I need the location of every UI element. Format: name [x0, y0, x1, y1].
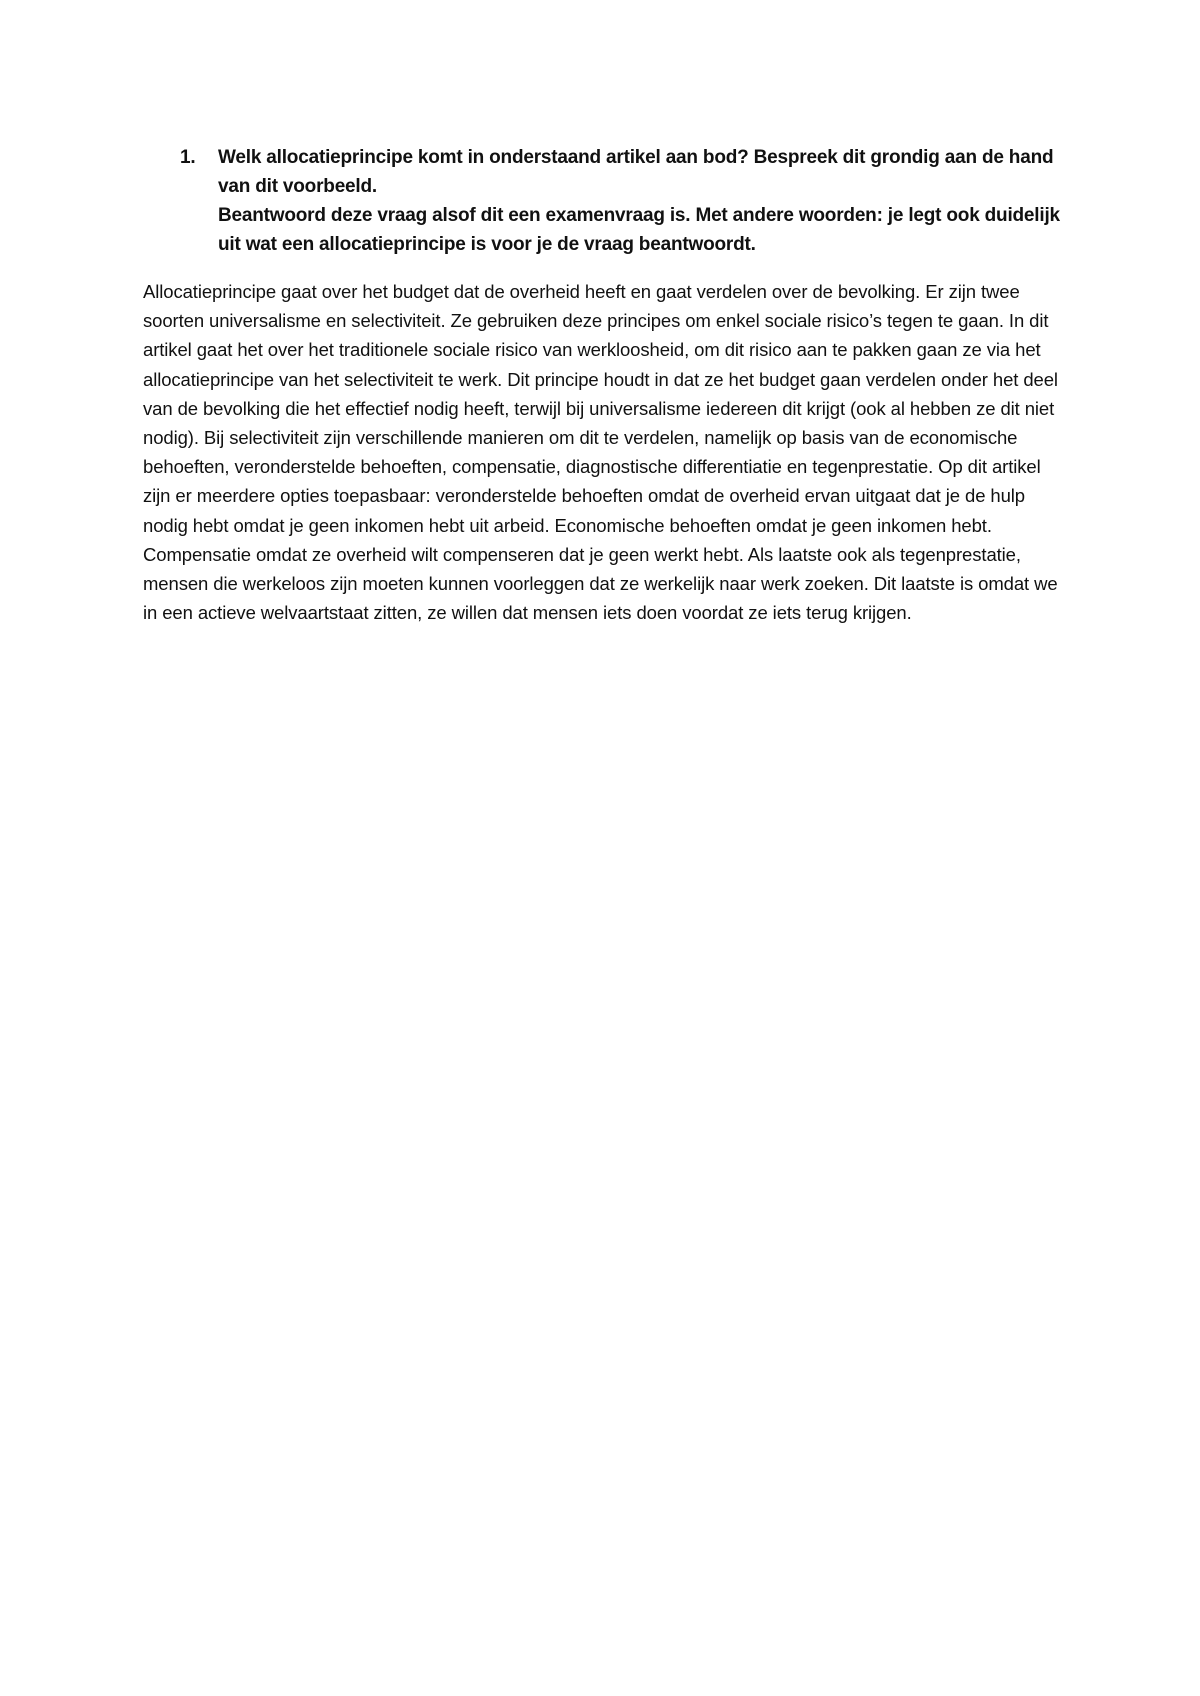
question-number: 1.	[180, 147, 196, 168]
question-line-2: Beantwoord deze vraag alsof dit een examenvraag is. Met andere woorden: je legt ook duidelijk uit wat een allocatieprincipe is voor je de vraag beantwoordt.	[218, 205, 1060, 255]
answer-paragraph: Allocatieprincipe gaat over het budget dat de overheid heeft en gaat verdelen over de bevolking. Er zijn twee soorten universalisme en selectiviteit. Ze gebruiken deze principes om enkel sociale risico’s tegen te gaan. In dit artikel gaat het over het traditionele sociale risico van werkloosheid, om dit risico aan te pakken gaan ze via het allocatieprincipe van het selectiviteit te werk. Dit principe houdt in dat ze het budget gaan verdelen onder het deel van de bevolking die het effectief nodig heeft, terwijl bij universalisme iedereen dit krijgt (ook al hebben ze dit niet nodig). Bij selectiviteit zijn verschillende manieren om dit te verdelen, namelijk op basis van de economische behoeften, veronderstelde behoeften, compensatie, diagnostische differentiatie en tegenprestatie. Op dit artikel zijn er meerdere opties toepasbaar: veronderstelde behoeften omdat de overheid ervan uitgaat dat je de hulp nodig hebt omdat je geen inkomen hebt uit arbeid. Economische behoeften omdat je geen inkomen hebt. Compensatie omdat ze overheid wilt compenseren dat je geen werkt hebt. Als laatste ook als tegenprestatie, mensen die werkeloos zijn moeten kunnen voorleggen dat ze werkelijk naar werk zoeken. Dit laatste is omdat we in een actieve welvaartstaat zitten, ze willen dat mensen iets doen voordat ze iets terug krijgen.	[143, 281, 1058, 624]
question-text	[218, 143, 1060, 259]
question-line-1: Welk allocatieprincipe komt in onderstaand artikel aan bod? Bespreek dit grondig aan de hand van dit voorbeeld.	[218, 147, 1054, 197]
question-item	[180, 143, 1060, 259]
